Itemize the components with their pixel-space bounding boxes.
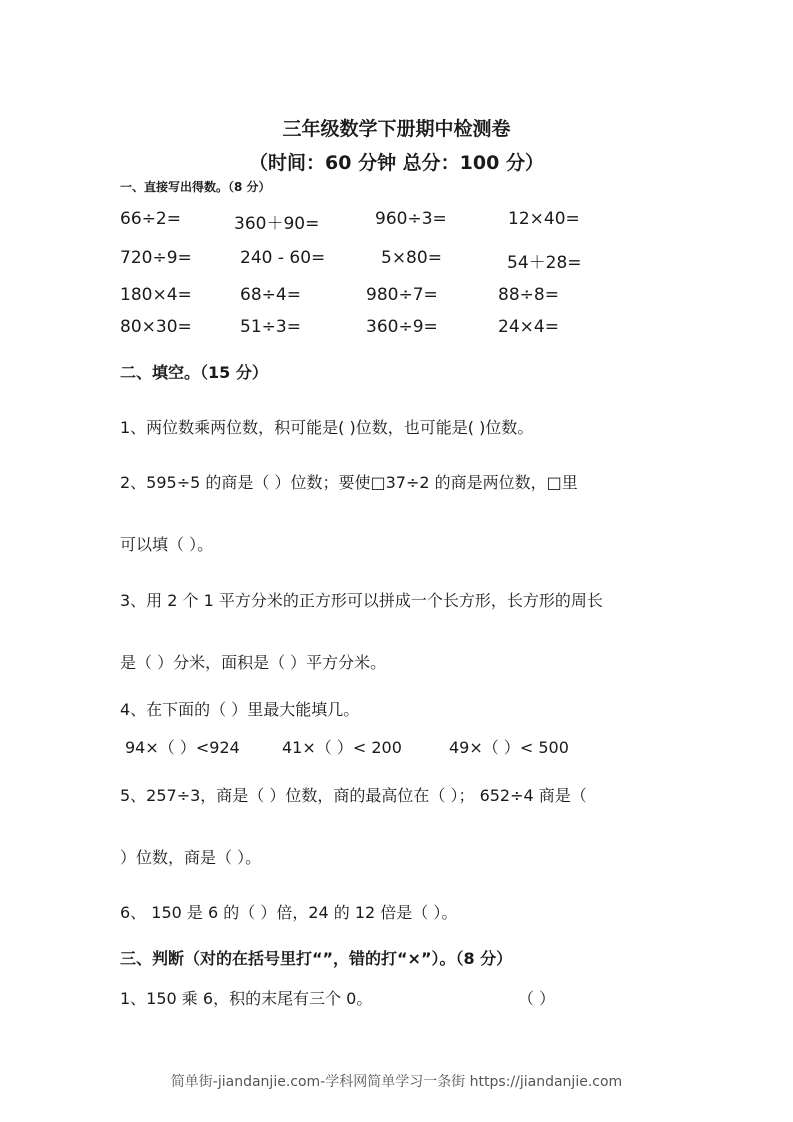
question-text: 是（ ）分米，面积是（ ）平方分米。	[120, 653, 387, 672]
question-text: 4、在下面的（ ）里最大能填几。	[120, 700, 360, 719]
calc-item: 68÷4=	[240, 285, 301, 305]
calc-item: 5×80=	[381, 248, 442, 268]
calc-item: 12×40=	[508, 209, 580, 229]
question-text: 6、 150 是 6 的（ ）倍，24 的 12 倍是（ ）。	[120, 903, 458, 922]
inequality-item: 49×（ ）< 500	[449, 738, 569, 757]
inequality-item: 94×（ ）<924	[125, 738, 240, 757]
calc-item: 960÷3=	[375, 209, 447, 229]
footer-watermark: 简单街-jiandanjie.com-学科网简单学习一条街 https://jiandanjie.com	[170, 1074, 623, 1090]
inequality-item: 41×（ ）< 200	[282, 738, 402, 757]
calc-item: 66÷2=	[120, 209, 181, 229]
question-text: 3、用 2 个 1 平方分米的正方形可以拼成一个长方形，长方形的周长	[120, 591, 603, 610]
question-text: 1、150 乘 6，积的末尾有三个 0。	[120, 989, 373, 1008]
section-2-heading: 二、填空。（15 分）	[120, 363, 268, 382]
section-1-heading: 一、直接写出得数。（8 分）	[120, 180, 271, 194]
calc-item: 360＋90=	[234, 214, 320, 234]
question-text: 2、595÷5 的商是（ ）位数；要使□37÷2 的商是两位数，□里	[120, 473, 578, 492]
calc-item: 88÷8=	[498, 285, 559, 305]
calc-item: 24×4=	[498, 317, 559, 337]
calc-item: 54＋28=	[507, 253, 582, 273]
page-subtitle: （时间：60 分钟 总分：100 分）	[249, 152, 544, 174]
calc-item: 180×4=	[120, 285, 192, 305]
calc-item: 720÷9=	[120, 248, 192, 268]
calc-item: 240 - 60=	[240, 248, 326, 268]
question-text: 5、257÷3，商是（ ）位数，商的最高位在（ ）； 652÷4 商是（	[120, 786, 587, 805]
section-3-heading: 三、判断（对的在括号里打“”，错的打“×”）。（8 分）	[120, 949, 513, 968]
calc-item: 80×30=	[120, 317, 192, 337]
page-title: 三年级数学下册期中检测卷	[282, 118, 511, 140]
question-text: 1、两位数乘两位数，积可能是( )位数，也可能是( )位数。	[120, 418, 534, 437]
calc-item: 51÷3=	[240, 317, 301, 337]
calc-item: 980÷7=	[366, 285, 438, 305]
question-text: 可以填（ ）。	[120, 535, 214, 554]
calc-item: 360÷9=	[366, 317, 438, 337]
answer-bracket: （ ）	[518, 989, 556, 1008]
question-text: ）位数，商是（ ）。	[120, 848, 262, 867]
